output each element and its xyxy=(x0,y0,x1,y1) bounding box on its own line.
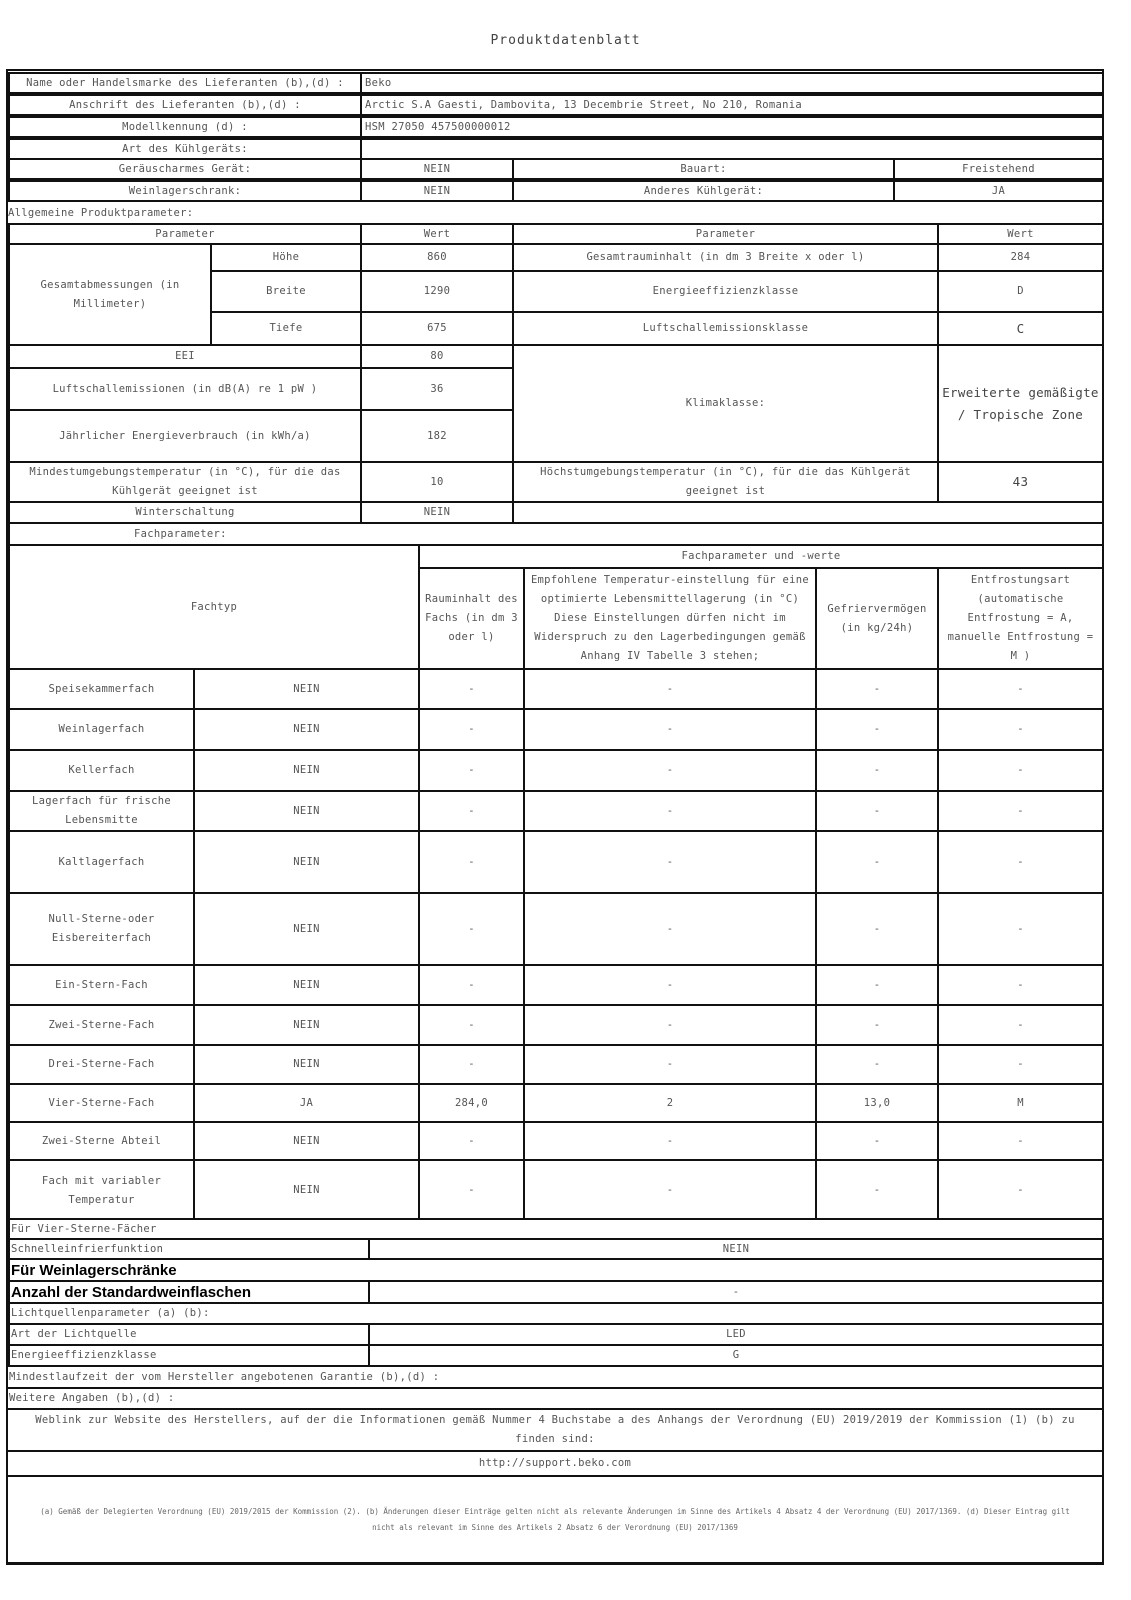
compartment-defrost-cell: - xyxy=(937,830,1104,894)
model-value: HSM 27050 457500000012 xyxy=(360,116,1104,138)
compartment-freeze-cell: - xyxy=(815,1121,939,1161)
compartment-present-cell: NEIN xyxy=(193,1044,420,1085)
compartment-present-cell: NEIN xyxy=(193,1159,420,1222)
winter-empty xyxy=(512,501,1104,524)
compartment-volume-cell: - xyxy=(418,708,525,751)
compartment-defrost-cell: - xyxy=(937,964,1104,1006)
compartment-name-cell: Ein-Stern-Fach xyxy=(8,964,195,1006)
compartment-name-cell: Zwei-Sterne-Fach xyxy=(8,1004,195,1046)
compartment-present-cell: NEIN xyxy=(193,830,420,894)
annual-energy-value: 182 xyxy=(360,409,514,463)
supplier-address-value: Arctic S.A Gaesti, Dambovita, 13 Decembrie Street, No 210, Romania xyxy=(360,94,1104,116)
wine-cabinet-label: Weinlagerschrank: xyxy=(8,180,362,202)
document-title: Produktdatenblatt xyxy=(490,33,641,48)
compartment-defrost-cell: - xyxy=(937,1044,1104,1085)
supplier-name-value: Beko xyxy=(360,72,1104,94)
general-col-value-left: Wert xyxy=(360,223,514,245)
compartment-defrost-cell: - xyxy=(937,1159,1104,1222)
compartment-temp-cell: - xyxy=(523,1121,817,1161)
wine-section-label: Für Weinlagerschränke xyxy=(8,1258,1104,1282)
low-noise-value: NEIN xyxy=(360,158,514,180)
fast-freeze-label: Schnelleinfrierfunktion xyxy=(8,1238,370,1260)
col-volume-header: Rauminhalt des Fachs (in dm 3 oder l) xyxy=(418,567,525,670)
eei-value: 80 xyxy=(360,344,514,369)
compartment-volume-cell: - xyxy=(418,1121,525,1161)
volume-value: 284 xyxy=(937,243,1104,272)
compartment-temp-cell: - xyxy=(523,668,817,710)
col-defrost-header: Entfrostungsart (automatische Entfrostung = A, manuelle Entfrostung = M ) xyxy=(937,567,1104,670)
compartment-present-cell: NEIN xyxy=(193,964,420,1006)
compartment-freeze-cell: - xyxy=(815,790,939,832)
compartment-name-cell: Kellerfach xyxy=(8,749,195,792)
compartment-volume-cell: 284,0 xyxy=(418,1083,525,1123)
compartment-temp-cell: - xyxy=(523,1044,817,1085)
compartment-defrost-cell: M xyxy=(937,1083,1104,1123)
compartment-defrost-cell: - xyxy=(937,708,1104,751)
compartment-name-cell: Vier-Sterne-Fach xyxy=(8,1083,195,1123)
compartment-defrost-cell: - xyxy=(937,1004,1104,1046)
compartment-volume-cell: - xyxy=(418,1044,525,1085)
compartment-freeze-cell: - xyxy=(815,964,939,1006)
light-type-label: Art der Lichtquelle xyxy=(8,1323,370,1346)
other-appliance-value: JA xyxy=(893,180,1104,202)
light-class-value: G xyxy=(368,1344,1104,1367)
compartment-temp-cell: - xyxy=(523,830,817,894)
compartment-freeze-cell: - xyxy=(815,1004,939,1046)
compartment-temp-cell: - xyxy=(523,749,817,792)
min-temp-label: Mindestumgebungstemperatur (in °C), für die das Kühlgerät geeignet ist xyxy=(8,461,362,503)
compartment-freeze-cell: - xyxy=(815,708,939,751)
light-type-value: LED xyxy=(368,1323,1104,1346)
appliance-type-label: Art des Kühlgeräts: xyxy=(8,138,362,160)
compartment-name-cell: Fach mit variabler Temperatur xyxy=(8,1159,195,1222)
compartment-freeze-cell: - xyxy=(815,830,939,894)
light-class-label: Energieeffizienzklasse xyxy=(8,1344,370,1367)
width-label: Breite xyxy=(210,270,362,313)
energy-class-label: Energieeffizienzklasse xyxy=(512,270,939,313)
compartment-temp-cell: - xyxy=(523,708,817,751)
winter-label: Winterschaltung xyxy=(8,501,362,524)
footnote: (a) Gemäß der Delegierten Verordnung (EU) 2019/2015 der Kommission (2). (b) Änderungen dieser Einträge gelten nicht als relevante Änderungen im Sinne des Artikels 4 Absatz 4 der Verordnung (EU) 2017/1369. (d) Dieser Eintrag gilt nicht als relevant im Sinne des Artikels 2 Absatz 6 der Verordnung (EU) 2017/1369 xyxy=(6,1475,1104,1565)
compartment-freeze-cell: - xyxy=(815,749,939,792)
appliance-type-value xyxy=(360,138,1104,160)
compartment-volume-cell: - xyxy=(418,1004,525,1046)
depth-value: 675 xyxy=(360,311,514,346)
compartment-volume-cell: - xyxy=(418,749,525,792)
compartment-name-cell: Null-Sterne-oder Eisbereiterfach xyxy=(8,892,195,966)
compartment-defrost-cell: - xyxy=(937,668,1104,710)
compartment-present-cell: NEIN xyxy=(193,1121,420,1161)
climate-value: Erweiterte gemäßigte / Tropische Zone xyxy=(937,344,1104,463)
compartment-temp-cell: - xyxy=(523,790,817,832)
compartment-freeze-cell: 13,0 xyxy=(815,1083,939,1123)
wine-bottles-label: Anzahl der Standardweinflaschen xyxy=(8,1280,370,1304)
compartment-present-cell: NEIN xyxy=(193,1004,420,1046)
compartment-temp-cell: - xyxy=(523,892,817,966)
annual-energy-label: Jährlicher Energieverbrauch (in kWh/a) xyxy=(8,409,362,463)
supplier-name-label: Name oder Handelsmarke des Lieferanten (b),(d) : xyxy=(8,72,362,94)
dimensions-label: Gesamtabmessungen (in Millimeter) xyxy=(8,243,212,346)
compartments-section-label: Fachparameter: xyxy=(8,522,1104,546)
compartment-temp-cell: - xyxy=(523,1004,817,1046)
width-value: 1290 xyxy=(360,270,514,313)
compartment-volume-cell: - xyxy=(418,892,525,966)
general-col-param-left: Parameter xyxy=(8,223,362,245)
general-section-label: Allgemeine Produktparameter: xyxy=(6,202,1104,224)
compartment-volume-cell: - xyxy=(418,964,525,1006)
compartment-defrost-cell: - xyxy=(937,749,1104,792)
additional-label: Weitere Angaben (b),(d) : xyxy=(6,1387,1104,1410)
compartment-freeze-cell: - xyxy=(815,668,939,710)
compartment-temp-cell: - xyxy=(523,1159,817,1222)
low-noise-label: Geräuscharmes Gerät: xyxy=(8,158,362,180)
compartment-name-cell: Drei-Sterne-Fach xyxy=(8,1044,195,1085)
noise-class-value: C xyxy=(937,311,1104,346)
compartment-type-header: Fachtyp xyxy=(8,544,420,670)
general-col-value-right: Wert xyxy=(937,223,1104,245)
four-star-section-label: Für Vier-Sterne-Fächer xyxy=(8,1218,1104,1240)
compartment-volume-cell: - xyxy=(418,830,525,894)
compartment-name-cell: Speisekammerfach xyxy=(8,668,195,710)
min-temp-value: 10 xyxy=(360,461,514,503)
depth-label: Tiefe xyxy=(210,311,362,346)
compartment-name-cell: Zwei-Sterne Abteil xyxy=(8,1121,195,1161)
wine-bottles-value: - xyxy=(368,1280,1104,1304)
design-value: Freistehend xyxy=(893,158,1104,180)
noise-label: Luftschallemissionen (in dB(A) re 1 pW ) xyxy=(8,367,362,411)
compartment-volume-cell: - xyxy=(418,790,525,832)
max-temp-label: Höchstumgebungstemperatur (in °C), für die das Kühlgerät geeignet ist xyxy=(512,461,939,503)
other-appliance-label: Anderes Kühlgerät: xyxy=(512,180,895,202)
compartment-defrost-cell: - xyxy=(937,790,1104,832)
compartment-present-cell: NEIN xyxy=(193,790,420,832)
height-label: Höhe xyxy=(210,243,362,272)
design-label: Bauart: xyxy=(512,158,895,180)
col-freeze-header: Gefriervermögen (in kg/24h) xyxy=(815,567,939,670)
compartment-volume-cell: - xyxy=(418,1159,525,1222)
compartment-group-header: Fachparameter und -werte xyxy=(418,544,1104,569)
compartment-defrost-cell: - xyxy=(937,1121,1104,1161)
fast-freeze-value: NEIN xyxy=(368,1238,1104,1260)
wine-cabinet-value: NEIN xyxy=(360,180,514,202)
compartment-present-cell: NEIN xyxy=(193,708,420,751)
compartment-name-cell: Kaltlagerfach xyxy=(8,830,195,894)
noise-class-label: Luftschallemissionsklasse xyxy=(512,311,939,346)
compartment-present-cell: JA xyxy=(193,1083,420,1123)
compartment-volume-cell: - xyxy=(418,668,525,710)
compartment-freeze-cell: - xyxy=(815,1159,939,1222)
climate-label: Klimaklasse: xyxy=(512,344,939,463)
height-value: 860 xyxy=(360,243,514,272)
light-section-label: Lichtquellenparameter (a) (b): xyxy=(8,1302,1104,1325)
compartment-name-cell: Weinlagerfach xyxy=(8,708,195,751)
winter-value: NEIN xyxy=(360,501,514,524)
compartment-defrost-cell: - xyxy=(937,892,1104,966)
manufacturer-url[interactable]: http://support.beko.com xyxy=(6,1450,1104,1477)
compartment-present-cell: NEIN xyxy=(193,892,420,966)
compartment-temp-cell: - xyxy=(523,964,817,1006)
compartment-temp-cell: 2 xyxy=(523,1083,817,1123)
compartment-freeze-cell: - xyxy=(815,1044,939,1085)
compartment-present-cell: NEIN xyxy=(193,668,420,710)
volume-label: Gesamtrauminhalt (in dm 3 Breite x oder l) xyxy=(512,243,939,272)
compartment-present-cell: NEIN xyxy=(193,749,420,792)
compartment-name-cell: Lagerfach für frische Lebensmitte xyxy=(8,790,195,832)
col-temp-header: Empfohlene Temperatur-einstellung für eine optimierte Lebensmittellagerung (in °C) Diese Einstellungen dürfen nicht im Widerspruch zu den Lagerbedingungen gemäß Anhang IV Tabelle 3 stehen; xyxy=(523,567,817,670)
general-col-param-right: Parameter xyxy=(512,223,939,245)
noise-value: 36 xyxy=(360,367,514,411)
model-label: Modellkennung (d) : xyxy=(8,116,362,138)
compartment-freeze-cell: - xyxy=(815,892,939,966)
weblink-text: Weblink zur Website des Herstellers, auf der die Informationen gemäß Nummer 4 Buchstabe a des Anhangs der Verordnung (EU) 2019/2019 der Kommission (1) (b) zu finden sind: xyxy=(6,1408,1104,1452)
eei-label: EEI xyxy=(8,344,362,369)
warranty-label: Mindestlaufzeit der vom Hersteller angebotenen Garantie (b),(d) : xyxy=(6,1365,1104,1389)
max-temp-value: 43 xyxy=(937,461,1104,503)
supplier-address-label: Anschrift des Lieferanten (b),(d) : xyxy=(8,94,362,116)
energy-class-value: D xyxy=(937,270,1104,313)
